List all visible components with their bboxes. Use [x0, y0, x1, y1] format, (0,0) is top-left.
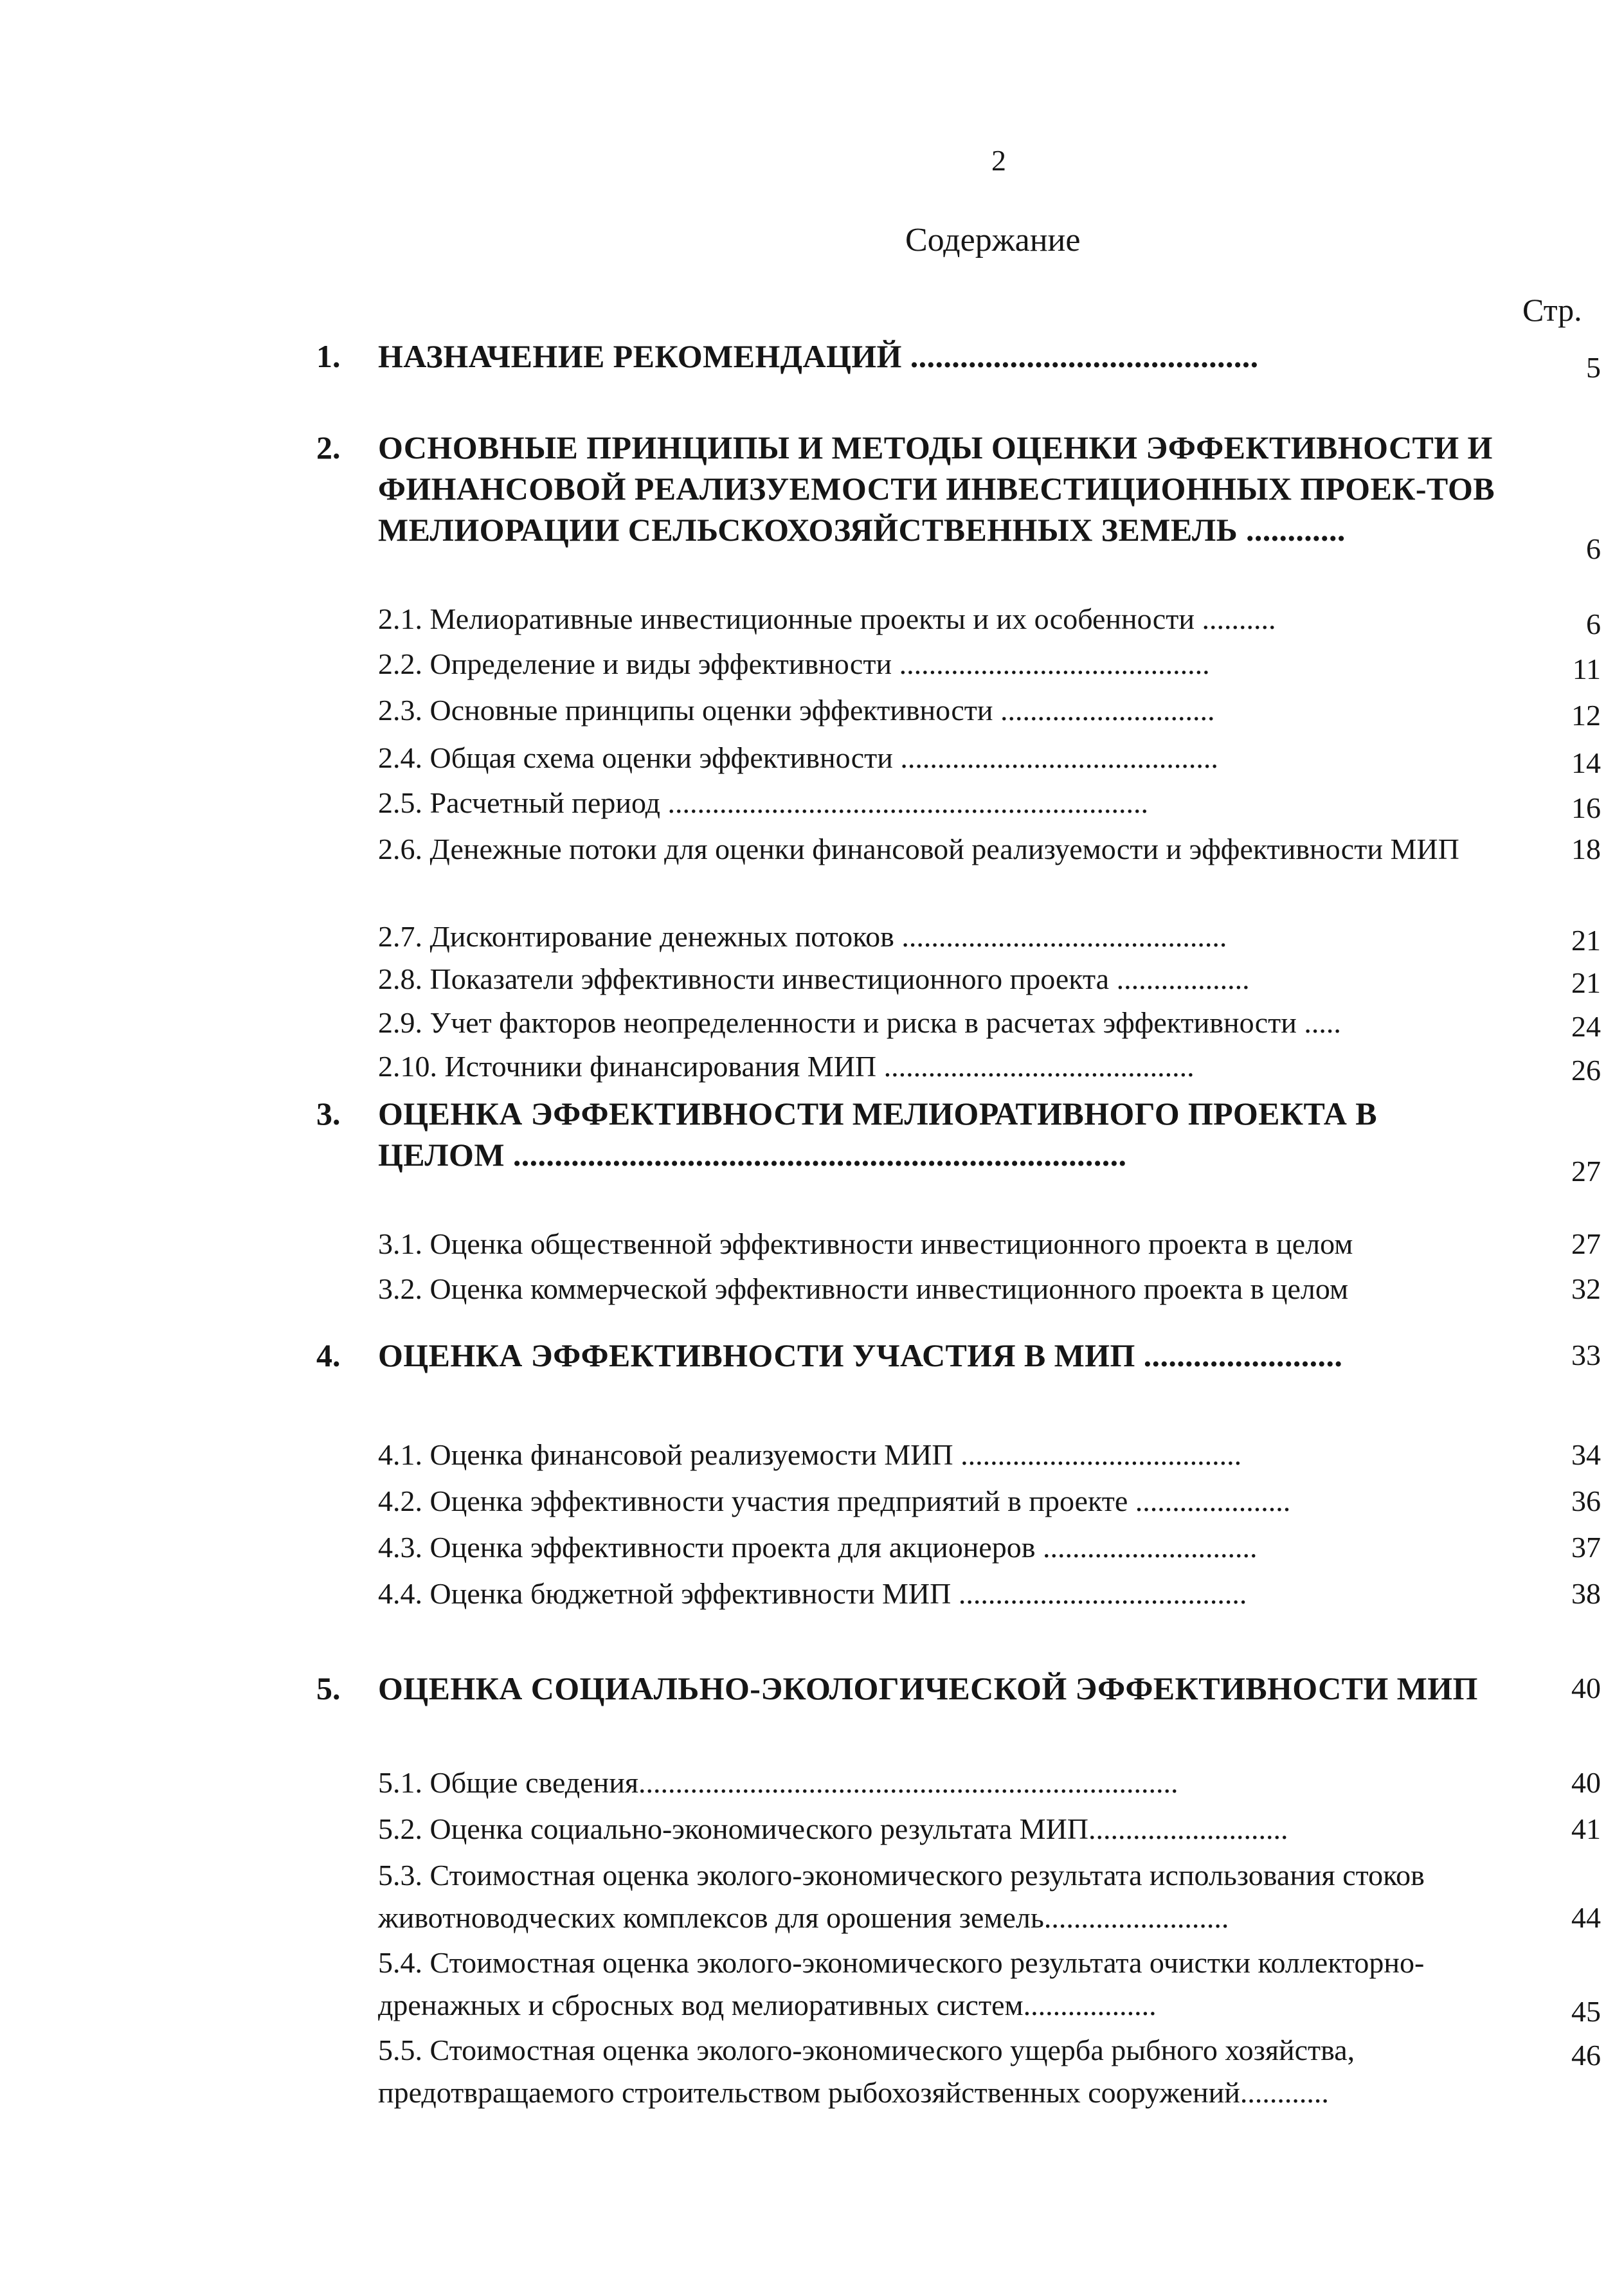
subsection-page: 6 [1586, 608, 1601, 640]
subsection-page: 26 [1571, 1054, 1601, 1087]
subsection-page: 37 [1571, 1531, 1601, 1564]
subsection-page: 11 [1572, 653, 1601, 685]
page-number: 2 [991, 144, 1006, 177]
subsection-title: 5.2. Оценка социально-экономического результата МИП........................... [378, 1812, 1288, 1845]
subsection-title: 4.4. Оценка бюджетной эффективности МИП ....................................... [378, 1577, 1247, 1610]
subsection-title: 5.3. Стоимостная оценка эколого-экономического результата использования стоков животноводческих комплексов для орошения земель......................... [378, 1859, 1425, 1934]
subsection-page: 16 [1571, 791, 1601, 824]
subsection-page: 41 [1571, 1812, 1601, 1845]
section-title: ОСНОВНЫЕ ПРИНЦИПЫ И МЕТОДЫ ОЦЕНКИ ЭФФЕКТИВНОСТИ И ФИНАНСОВОЙ РЕАЛИЗУЕМОСТИ ИНВЕСТИЦИОННЫХ ПРОЕК-ТОВ МЕЛИОРАЦИИ СЕЛЬСКОХОЗЯЙСТВЕННЫХ ЗЕМЕЛЬ ............ [378, 429, 1495, 548]
toc-section-2[interactable] [0, 427, 1624, 568]
toc-section-5[interactable] [0, 1668, 1624, 1719]
section-title: ОЦЕНКА ЭФФЕКТИВНОСТИ УЧАСТИЯ В МИП ........................ [378, 1337, 1343, 1373]
subsection-page: 21 [1571, 966, 1601, 999]
subsection-page: 12 [1571, 699, 1601, 732]
subsection-page: 44 [1571, 1901, 1601, 1934]
section-page: 27 [1571, 1155, 1601, 1188]
subsection-page: 27 [1571, 1227, 1601, 1260]
subsection-page: 36 [1571, 1485, 1601, 1517]
subsection-title: 4.1. Оценка финансовой реализуемости МИП ...................................... [378, 1438, 1242, 1471]
subsection-page: 46 [1571, 2039, 1601, 2072]
section-number: 4. [316, 1337, 341, 1373]
subsection-page: 32 [1571, 1272, 1601, 1305]
subsection-title: 5.5. Стоимостная оценка эколого-экономического ущерба рыбного хозяйства, предотвращаемого строительством рыбохозяйственных сооружений............ [378, 2034, 1355, 2109]
subsection-page: 24 [1571, 1010, 1601, 1043]
subsection-title: 2.4. Общая схема оценки эффективности ........................................... [378, 741, 1218, 774]
subsection-title: 2.9. Учет факторов неопределенности и риска в расчетах эффективности ..... [378, 1006, 1341, 1039]
section-page: 5 [1586, 351, 1601, 384]
subsection-page: 34 [1571, 1438, 1601, 1471]
subsection-title: 2.7. Дисконтирование денежных потоков ............................................ [378, 920, 1227, 953]
subsection-page: 45 [1571, 1995, 1601, 2028]
section-number: 2. [316, 429, 341, 465]
subsection-title: 3.2. Оценка коммерческой эффективности инвестиционного проекта в целом [378, 1272, 1349, 1305]
toc-section-1[interactable] [0, 336, 1624, 387]
subsection-title: 2.6. Денежные потоки для оценки финансовой реализуемости и эффективности МИП [378, 833, 1459, 865]
section-title: НАЗНАЧЕНИЕ РЕКОМЕНДАЦИЙ .......................................... [378, 338, 1259, 374]
toc-section-4[interactable] [0, 1335, 1624, 1386]
document-title: Содержание [905, 222, 1081, 258]
subsection-page: 18 [1571, 833, 1601, 865]
subsection-title: 5.1. Общие сведения......................................................................... [378, 1766, 1178, 1799]
subsection-title: 2.8. Показатели эффективности инвестиционного проекта .................. [378, 962, 1250, 995]
subsection-title: 2.2. Определение и виды эффективности .......................................... [378, 647, 1210, 680]
section-number: 5. [316, 1670, 341, 1706]
page-column-label: Стр. [1522, 292, 1582, 328]
subsection-page: 21 [1571, 924, 1601, 957]
section-page: 33 [1571, 1339, 1601, 1371]
subsection-page: 14 [1571, 746, 1601, 779]
subsection-title: 3.1. Оценка общественной эффективности инвестиционного проекта в целом [378, 1227, 1353, 1260]
section-number: 1. [316, 338, 341, 374]
subsection-title: 2.10. Источники финансирования МИП .......................................... [378, 1050, 1195, 1083]
subsection-title: 4.3. Оценка эффективности проекта для акционеров ............................. [378, 1531, 1258, 1564]
section-title: ОЦЕНКА ЭФФЕКТИВНОСТИ МЕЛИОРАТИВНОГО ПРОЕКТА В ЦЕЛОМ .......................................................................... [378, 1096, 1377, 1173]
subsection-title: 2.3. Основные принципы оценки эффективности ............................. [378, 694, 1215, 727]
subsection-title: 2.1. Мелиоративные инвестиционные проекты и их особенности .......... [378, 602, 1276, 635]
subsection-page: 40 [1571, 1766, 1601, 1799]
section-number: 3. [316, 1096, 341, 1132]
section-page: 40 [1571, 1672, 1601, 1704]
subsection-page: 38 [1571, 1577, 1601, 1610]
section-page: 6 [1586, 532, 1601, 565]
subsection-title: 4.2. Оценка эффективности участия предприятий в проекте ..................... [378, 1485, 1291, 1517]
toc-section-3[interactable] [0, 1093, 1624, 1189]
section-title: ОЦЕНКА СОЦИАЛЬНО-ЭКОЛОГИЧЕСКОЙ ЭФФЕКТИВНОСТИ МИП [378, 1670, 1478, 1706]
subsection-title: 2.5. Расчетный период ................................................................. [378, 786, 1149, 819]
subsection-title: 5.4. Стоимостная оценка эколого-экономического результата очистки коллекторно-дренажных и сбросных вод мелиоративных систем.................. [378, 1946, 1425, 2021]
